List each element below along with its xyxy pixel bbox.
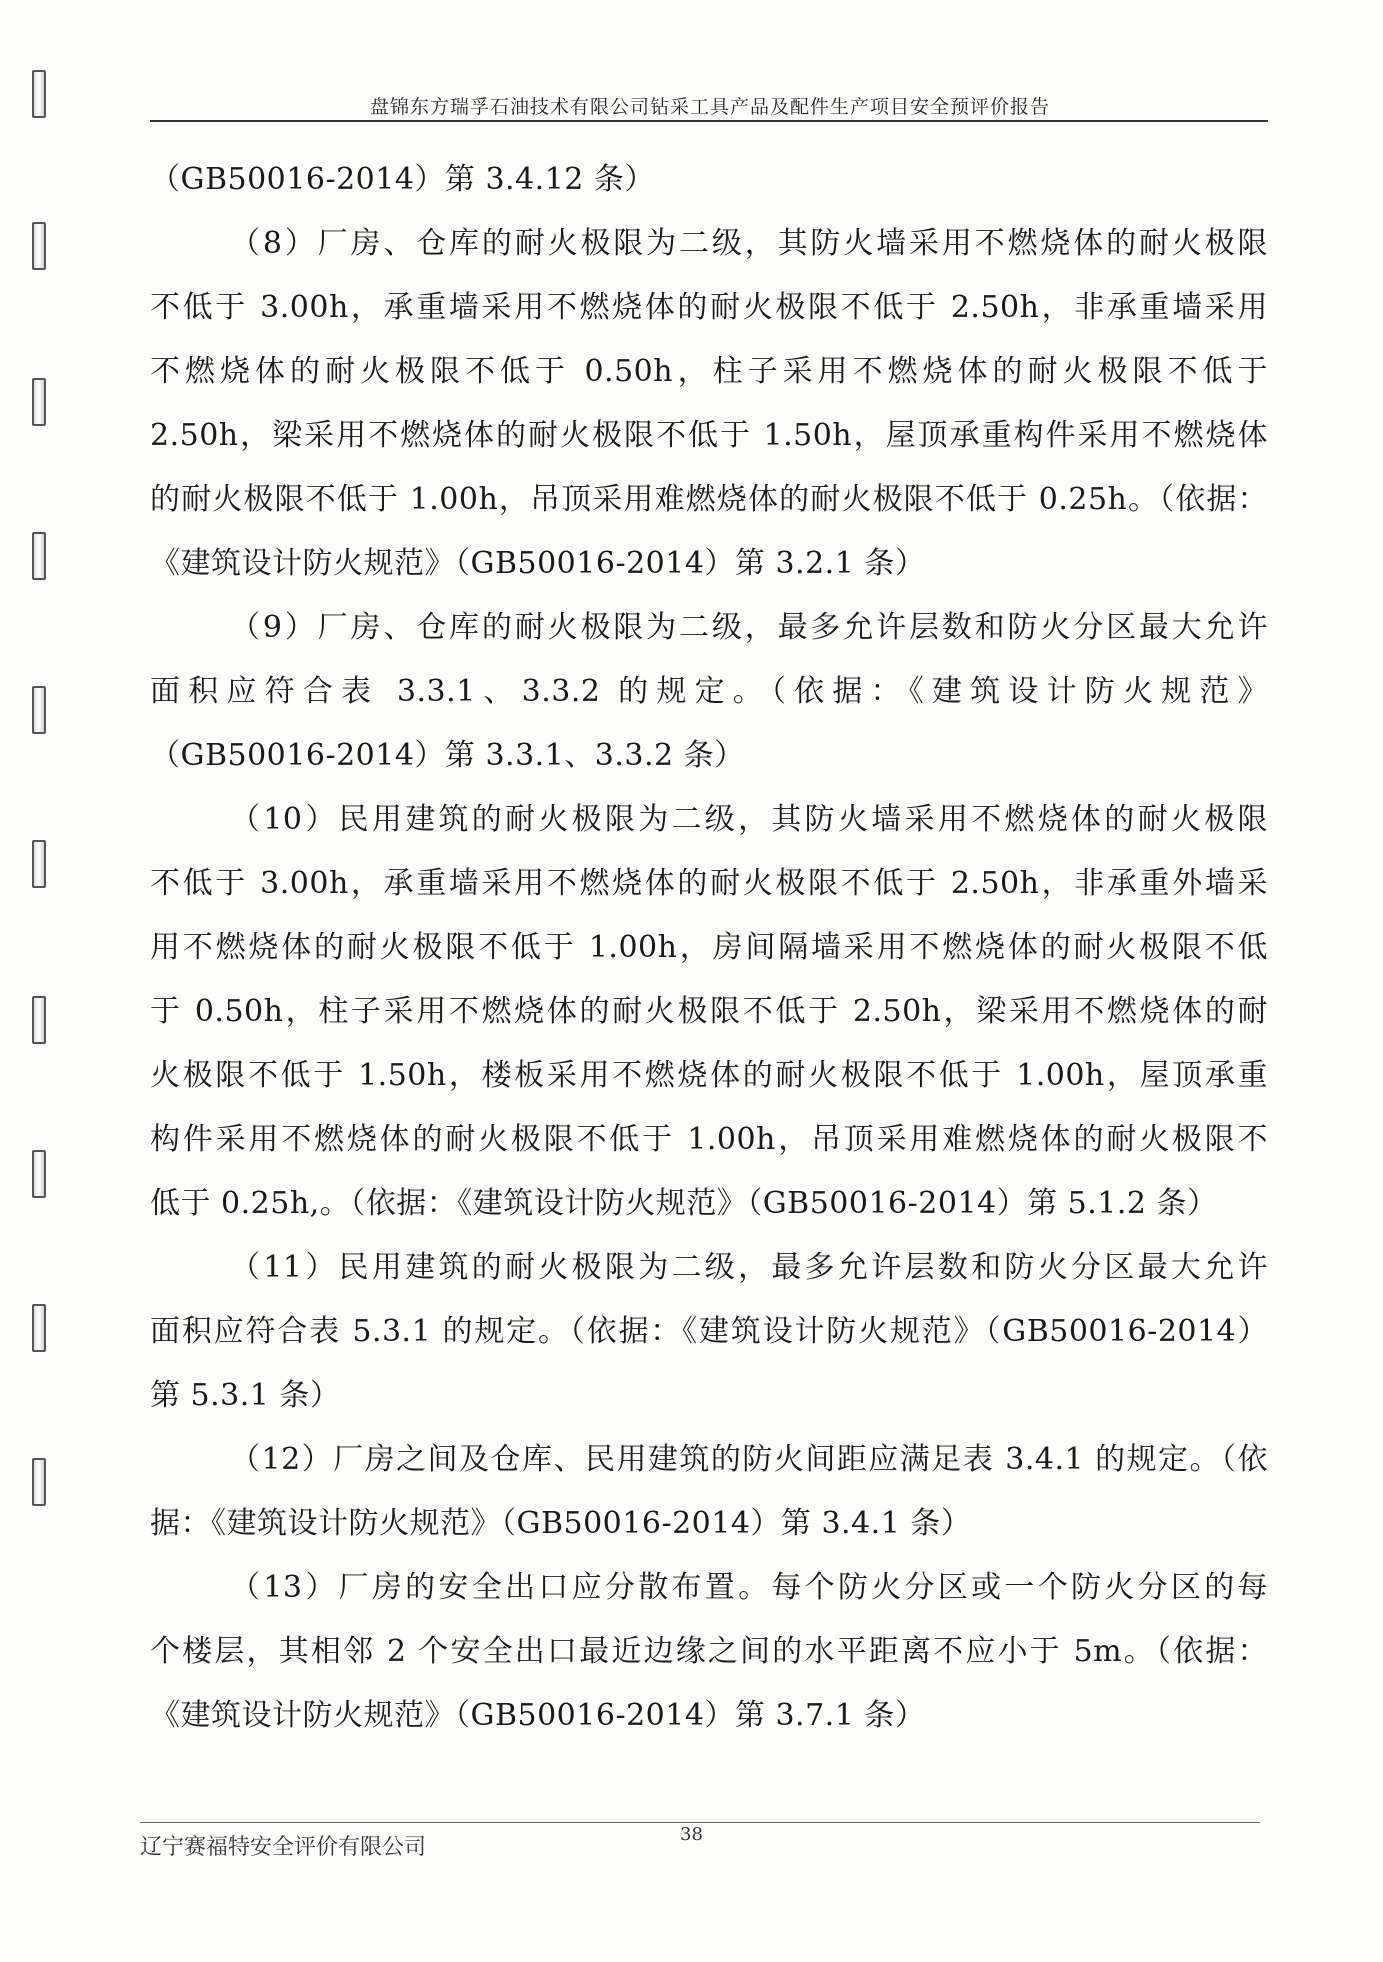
binding-mark [32,1458,46,1506]
text-line: 第 5.3.1 条） [150,1378,341,1413]
text-line: （9）厂房、仓库的耐火极限为二级，最多允许层数和防火分区最大允许 [230,610,1268,645]
text-line: （8）厂房、仓库的耐火极限为二级，其防火墙采用不燃烧体的耐火极限 [230,226,1268,261]
binding-mark [32,222,46,270]
text-line: 面积应符合表 3.3.1、3.3.2 的规定。（依据：《建筑设计防火规范》 [150,674,1268,709]
text-line: （13）厂房的安全出口应分散布置。每个防火分区或一个防火分区的每 [230,1570,1268,1605]
text-line: 不燃烧体的耐火极限不低于 0.50h，柱子采用不燃烧体的耐火极限不低于 [150,354,1268,389]
page-header-title: 盘锦东方瑞孚石油技术有限公司钻采工具产品及配件生产项目安全预评价报告 [369,96,1050,118]
text-line: 用不燃烧体的耐火极限不低于 1.00h，房间隔墙采用不燃烧体的耐火极限不低 [150,930,1268,965]
text-line: 构件采用不燃烧体的耐火极限不低于 1.00h，吊顶采用难燃烧体的耐火极限不 [150,1122,1268,1157]
text-line: （10）民用建筑的耐火极限为二级，其防火墙采用不燃烧体的耐火极限 [230,802,1268,837]
text-line: 低于 0.25h,。（依据：《建筑设计防火规范》（GB50016-2014）第 5.1.2 条） [150,1186,1218,1221]
page-number: 38 [680,1824,703,1845]
text-line: 据：《建筑设计防火规范》（GB50016-2014）第 3.4.1 条） [150,1506,972,1541]
binding-mark [32,378,46,426]
header-divider [150,120,1268,122]
footer-divider [140,1822,1260,1823]
text-line: （11）民用建筑的耐火极限为二级，最多允许层数和防火分区最大允许 [230,1250,1268,1285]
text-line: 《建筑设计防火规范》（GB50016-2014）第 3.7.1 条） [150,1698,926,1733]
text-line: 的耐火极限不低于 1.00h，吊顶采用难燃烧体的耐火极限不低于 0.25h。（依据： [150,482,1268,517]
text-line: 面积应符合表 5.3.1 的规定。（依据：《建筑设计防火规范》（GB50016-2014） [150,1314,1268,1349]
text-line: （12）厂房之间及仓库、民用建筑的防火间距应满足表 3.4.1 的规定。（依 [230,1442,1268,1477]
binding-mark [32,1150,46,1198]
text-line: （GB50016-2014）第 3.4.12 条） [150,162,655,197]
binding-mark [32,1304,46,1352]
binding-mark [32,840,46,888]
body-text [150,148,1268,1748]
text-line: 个楼层，其相邻 2 个安全出口最近边缘之间的水平距离不应小于 5m。（依据： [150,1634,1268,1669]
binding-mark [32,996,46,1044]
binding-mark [32,532,46,580]
text-line: （GB50016-2014）第 3.3.1、3.3.2 条） [150,738,745,773]
text-line: 火极限不低于 1.50h，楼板采用不燃烧体的耐火极限不低于 1.00h，屋顶承重 [150,1058,1268,1093]
binding-mark [32,70,46,118]
binding-mark [32,686,46,734]
text-line: 不低于 3.00h，承重墙采用不燃烧体的耐火极限不低于 2.50h，非承重墙采用 [150,290,1268,325]
text-line: 于 0.50h，柱子采用不燃烧体的耐火极限不低于 2.50h，梁采用不燃烧体的耐 [150,994,1268,1029]
text-line: 不低于 3.00h，承重墙采用不燃烧体的耐火极限不低于 2.50h，非承重外墙采 [150,866,1268,901]
text-line: 2.50h，梁采用不燃烧体的耐火极限不低于 1.50h，屋顶承重构件采用不燃烧体 [150,418,1268,453]
text-line: 《建筑设计防火规范》（GB50016-2014）第 3.2.1 条） [150,546,926,581]
footer-company-name: 辽宁赛福特安全评价有限公司 [140,1835,427,1860]
